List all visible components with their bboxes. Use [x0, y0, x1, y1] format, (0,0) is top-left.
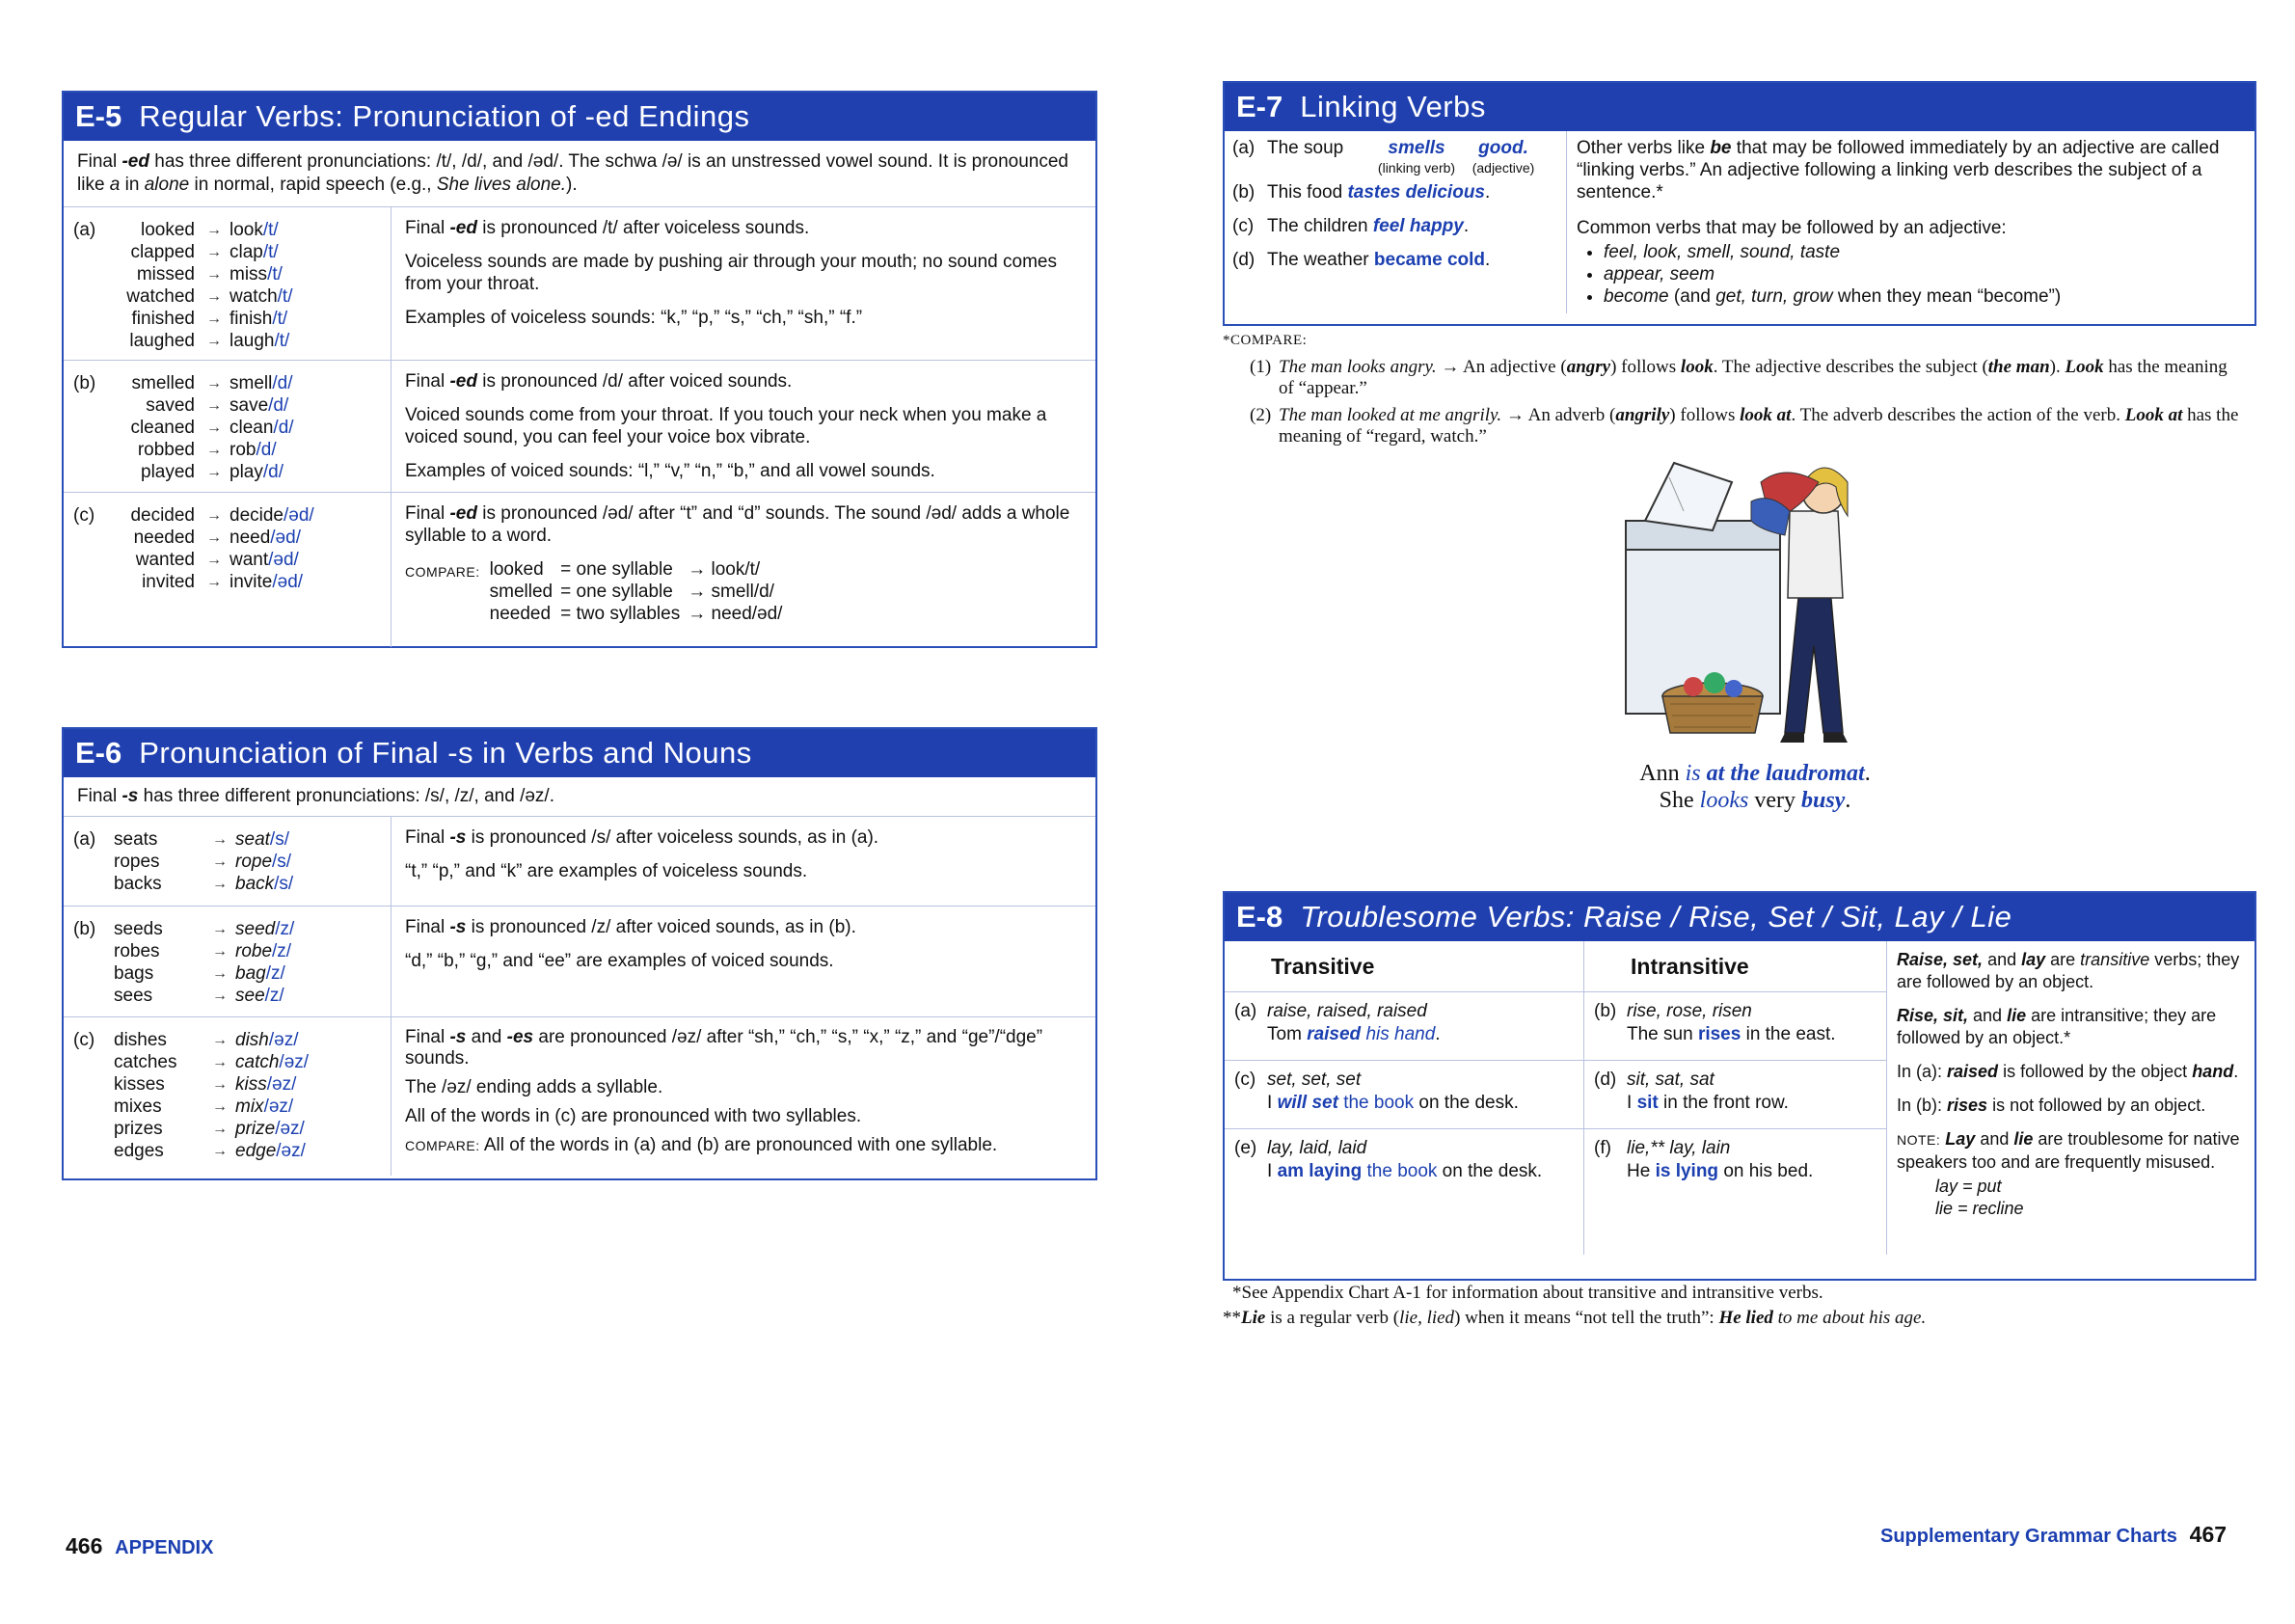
compare-notes: *COMPARE: (1) The man looks angry. → An adjective (angry) follows look. The adjective describes the subject (the man). Look has the meaning of “appear.” (2) The man looked at me angrily. → An adverb (angrily) follows look at. The adverb describes the action of the verb. Look at has the meaning of “regard, watch.” — [1223, 333, 2239, 447]
explanation-a: Final -s is pronounced /s/ after voiceless sounds, as in (a). “t,” “p,” and “k” are examples of voiceless sounds. — [405, 827, 879, 881]
examples-a: (a) seats → seat/s/ ropes → rope/s/ backs → back/s/ — [64, 817, 392, 906]
transitive-column — [1225, 941, 1584, 1255]
compare-table: looked = one syllable → look/t/ smelled = one syllable → smell/d/ needed = two syllables → need/əd/ — [489, 559, 783, 624]
chart-row-a — [64, 817, 1095, 907]
example-b: (b) rise, rose, risen The sun rises in the east. — [1584, 992, 1886, 1061]
example-c: (c) set, set, set I will set the book on the desk. — [1225, 1061, 1583, 1129]
example-e: (e) lay, laid, laid I am laying the book on the desk. — [1234, 1138, 1543, 1181]
column-heading-transitive: Transitive — [1225, 941, 1583, 992]
chart-title: Linking Verbs — [1300, 90, 1486, 123]
explanation-c: Final -s and -es are pronounced /əz/ after “sh,” “ch,” “s,” “x,” “z,” and “ge”/“dge” sounds. The /əz/ ending adds a syllable. All of the words in (c) are pronounced with two syllables. COMPARE: All of the words in (a) and (b) are pronounced with one syllable. — [405, 1027, 1043, 1155]
explanation-column: Other verbs like be that may be followed immediately by an adjective are called “linking verbs.” An adjective following a linking verb describes the subject of a sentence.* Common verbs that may be followed by an adjective: • feel, look, smell, sound, taste • appear, seem • become (and get, turn, grow when they mean “become”) — [1567, 131, 2254, 313]
explanation-b: Final -s is pronounced /z/ after voiced sounds, as in (b). “d,” “b,” “g,” and “ee” are examples of voiced sounds. — [405, 917, 856, 971]
example-a: (a) raise, raised, raised Tom raised his hand. — [1225, 992, 1583, 1061]
examples-b: (b) seeds → seed/z/ robes → robe/z/ bags → bag/z/ sees → see/z/ — [64, 907, 392, 1016]
chart-header — [1225, 893, 2254, 941]
chart-row-b — [64, 361, 1095, 493]
page-number-right: Supplementary Grammar Charts 467 — [1880, 1522, 2228, 1547]
notes-column: Raise, set, and lay are transitive verbs; they are followed by an object. Rise, sit, and lie are intransitive; they are followed by an object.* In (a): raised is followed by the object hand. In (b): rises is not followed by an object. NOTE: Lay and lie are troublesome for native speakers too and are frequently misused. lay = put lie = recline — [1897, 950, 2240, 1218]
explanation-a: Final -ed is pronounced /t/ after voiceless sounds. Voiceless sounds are made by pushing air through your mouth; no sound comes from your throat. Examples of voiceless sounds: “k,” “p,” “s,” “ch,” “sh,” “f.” — [405, 218, 1057, 328]
footnote-2: **Lie is a regular verb (lie, lied) when it means “not tell the truth”: He lied to me about his age. — [1223, 1308, 1927, 1328]
footnote-1: *See Appendix Chart A-1 for information about transitive and intransitive verbs. — [1232, 1283, 1823, 1303]
examples-b: (b) smelled → smell/d/ saved → save/d/ cleaned → clean/d/ robbed → rob/d/ played → play/d/ — [64, 361, 392, 492]
chart-title: Regular Verbs: Pronunciation of -ed Endings — [139, 99, 750, 133]
laundromat-illustration — [1616, 444, 1905, 752]
chart-title: Pronunciation of Final -s in Verbs and Nouns — [139, 736, 752, 770]
illustration-caption: Ann is at the laudromat. She looks very busy. — [1639, 761, 1871, 813]
chart-code: E-5 — [75, 99, 122, 133]
chart-row-a — [64, 207, 1095, 361]
chart-header — [64, 93, 1095, 141]
examples-c: (c) decided → decide/əd/ needed → need/əd/ wanted → want/əd/ invited → invite/əd/ — [64, 493, 392, 647]
chart-row-c — [64, 1017, 1095, 1176]
chart-header — [1225, 83, 2254, 131]
example-f: (f) lie,** lay, lain He is lying on his bed. — [1594, 1138, 1814, 1181]
examples-c: (c) dishes → dish/əz/ catches → catch/əz/ kisses → kiss/əz/ mixes → mix/əz/ prizes → prize/əz/ edges → edge/əz/ — [64, 1017, 392, 1176]
example-d: (d) sit, sat, sat I sit in the front row. — [1584, 1061, 1886, 1129]
examples-column: (a) The soup smells (linking verb) good. (adjective) (b) This food tastes delicious. (c) The children feel happy. (d) The weather became cold. — [1225, 131, 1567, 313]
chart-intro: Final -ed has three different pronunciations: /t/, /d/, and /əd/. The schwa /ə/ is an unstressed vowel sound. It is pronounced like a in alone in normal, rapid speech (e.g., She lives alone.). — [64, 141, 1095, 207]
explanation-c: Final -ed is pronounced /əd/ after “t” and “d” sounds. The sound /əd/ adds a whole syllable to a word. COMPARE: looked = one syllable → look/t/ smelled = one syllable → smell/d/ needed = two syllables → need/əd/ — [405, 503, 1070, 624]
chart-row-b — [64, 907, 1095, 1017]
chart-header — [64, 729, 1095, 777]
chart-row-c — [64, 493, 1095, 647]
chart-e7 — [1223, 81, 2256, 326]
chart-e8 — [1223, 891, 2256, 1281]
chart-code: E-6 — [75, 736, 122, 770]
chart-intro: Final -s has three different pronunciations: /s/, /z/, and /əz/. — [64, 777, 1095, 817]
chart-e5 — [62, 91, 1097, 648]
column-heading-intransitive: Intransitive — [1584, 941, 1886, 992]
chart-title: Troublesome Verbs: Raise / Rise, Set / Sit, Lay / Lie — [1300, 900, 2012, 934]
intransitive-column — [1584, 941, 1887, 1255]
examples-a: (a) looked → look/t/ clapped → clap/t/ missed → miss/t/ watched → watch/t/ finished → finish/t/ laughed → laugh/t/ — [64, 207, 392, 360]
chart-e6 — [62, 727, 1097, 1180]
page-number-left: 466 APPENDIX — [66, 1533, 214, 1558]
chart-code: E-7 — [1236, 90, 1283, 123]
compare-label: COMPARE: — [405, 564, 480, 580]
chart-code: E-8 — [1236, 900, 1283, 934]
explanation-b: Final -ed is pronounced /d/ after voiced sounds. Voiced sounds come from your throat. If you touch your neck when you make a voiced sound, you can feel your voice box vibrate. Examples of voiced sounds: “l,” “v,” “n,” “b,” and all vowel sounds. — [405, 371, 1047, 481]
